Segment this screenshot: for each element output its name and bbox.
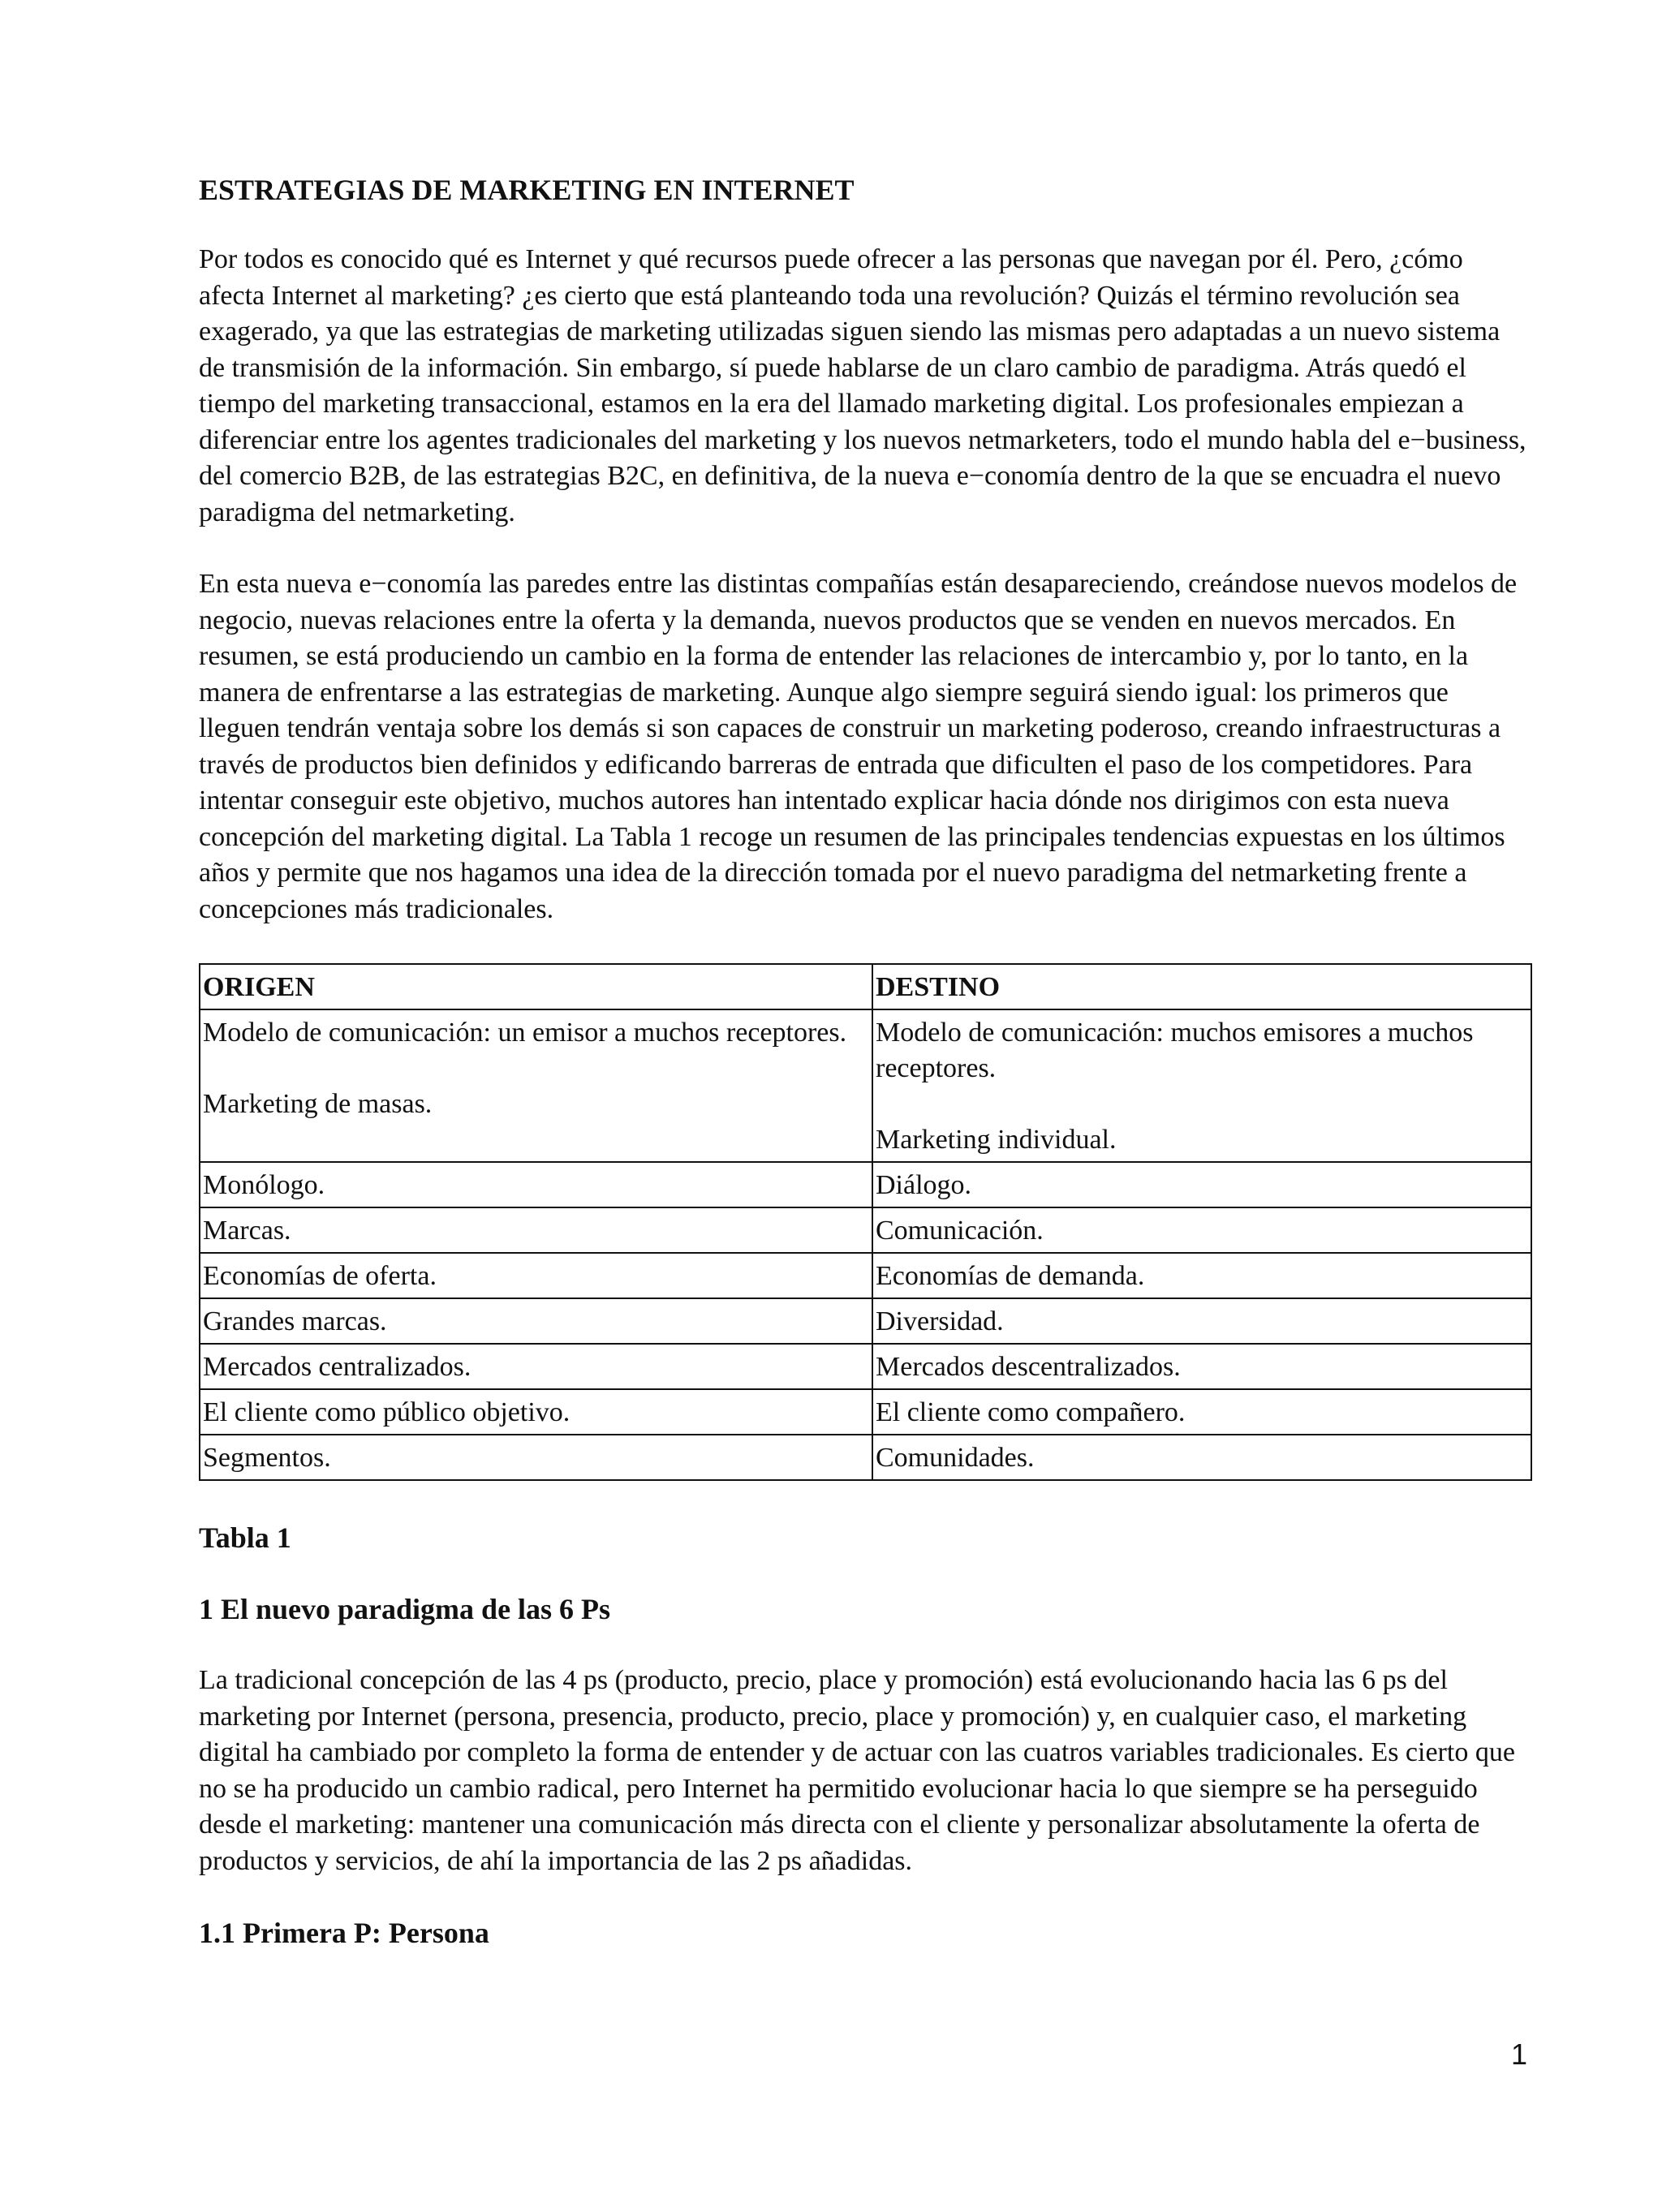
table-cell-origen: Grandes marcas.	[200, 1298, 872, 1344]
cell-spacer	[876, 1087, 1526, 1122]
page-number: 1	[1510, 2038, 1527, 2071]
table-header-destino: DESTINO	[872, 964, 1531, 1009]
cell-spacer	[203, 1051, 867, 1087]
cell-text: Modelo de comunicación: muchos emisores a muchos receptores.	[876, 1018, 1474, 1083]
table-row	[200, 1009, 1531, 1162]
table-cell-destino: Diversidad.	[872, 1298, 1531, 1344]
table-cell-destino	[872, 1009, 1531, 1162]
cell-text: Marketing individual.	[876, 1125, 1117, 1155]
table-caption: Tabla 1	[199, 1521, 291, 1554]
economy-paragraph: En esta nueva e−conomía las paredes entre las distintas compañías están desapareciendo, creándose nuevos modelos de negocio, nuevas relaciones entre la oferta y la demanda, nuevos productos que se venden en nuevos mercados. En resumen, se está produciendo un cambio en la forma de entender las relaciones de intercambio y, por lo tanto, en la manera de enfrentarse a las estrategias de marketing. Aunque algo siempre seguirá siendo igual: los primeros que lleguen tendrán ventaja sobre los demás si son capaces de construir un marketing poderoso, creando infraestructuras a través de productos bien definidos y edificando barreras de entrada que dificulten el paso de los competidores. Para intentar conseguir este objetivo, muchos autores han intentado explicar hacia dónde nos dirigimos con esta nueva concepción del marketing digital. La Tabla 1 recoge un resumen de las principales tendencias expuestas en los últimos años y permite que nos hagamos una idea de la dirección tomada por el nuevo paradigma del netmarketing frente a concepciones más tradicionales.	[199, 569, 1518, 924]
table-row	[200, 1435, 1531, 1480]
cell-text: Marketing de masas.	[203, 1089, 433, 1119]
table-cell-origen: Segmentos.	[200, 1435, 872, 1480]
table-row	[200, 1207, 1531, 1253]
table-row	[200, 1253, 1531, 1298]
comparison-table	[199, 963, 1532, 1481]
table-cell-destino: Economías de demanda.	[872, 1253, 1531, 1298]
table-cell-destino: Mercados descentralizados.	[872, 1344, 1531, 1389]
document-title: ESTRATEGIAS DE MARKETING EN INTERNET	[199, 174, 855, 206]
table-cell-destino: Comunidades.	[872, 1435, 1531, 1480]
table-header-origen: ORIGEN	[200, 964, 872, 1009]
table-cell-origen: Mercados centralizados.	[200, 1344, 872, 1389]
table-cell-origen: Economías de oferta.	[200, 1253, 872, 1298]
table-cell-origen: Marcas.	[200, 1207, 872, 1253]
cell-text: Modelo de comunicación: un emisor a muchos receptores.	[203, 1018, 847, 1048]
table-header-row	[200, 964, 1531, 1009]
table-row	[200, 1298, 1531, 1344]
table-cell-destino: Diálogo.	[872, 1162, 1531, 1207]
table-cell-origen: El cliente como público objetivo.	[200, 1389, 872, 1435]
table-cell-destino: El cliente como compañero.	[872, 1389, 1531, 1435]
table-cell-origen	[200, 1009, 872, 1162]
section-heading: 1 El nuevo paradigma de las 6 Ps	[199, 1593, 611, 1625]
table-cell-destino: Comunicación.	[872, 1207, 1531, 1253]
table-row	[200, 1389, 1531, 1435]
table-cell-origen: Monólogo.	[200, 1162, 872, 1207]
section-paragraph: La tradicional concepción de las 4 ps (producto, precio, place y promoción) está evolucionando hacia las 6 ps del marketing por Internet (persona, presencia, producto, precio, place y promoción) y, en cualquier caso, el marketing digital ha cambiado por completo la forma de entender y de actuar con las cuatros variables tradicionales. Es cierto que no se ha producido un cambio radical, pero Internet ha permitido evolucionar hacia lo que siempre se ha perseguido desde el marketing: mantener una comunicación más directa con el cliente y personalizar absolutamente la oferta de productos y servicios, de ahí la importancia de las 2 ps añadidas.	[199, 1665, 1515, 1876]
table-row	[200, 1344, 1531, 1389]
table-row	[200, 1162, 1531, 1207]
document-content	[199, 172, 1530, 1986]
intro-paragraph: Por todos es conocido qué es Internet y qué recursos puede ofrecer a las personas que navegan por él. Pero, ¿cómo afecta Internet al marketing? ¿es cierto que está planteando toda una revolución? Quizás el término revolución sea exagerado, ya que las estrategias de marketing utilizadas siguen siendo las mismas pero adaptadas a un nuevo sistema de transmisión de la información. Sin embargo, sí puede hablarse de un claro cambio de paradigma. Atrás quedó el tiempo del marketing transaccional, estamos en la era del llamado marketing digital. Los profesionales empiezan a diferenciar entre los agentes tradicionales del marketing y los nuevos netmarketers, todo el mundo habla del e−business, del comercio B2B, de las estrategias B2C, en definitiva, de la nueva e−conomía dentro de la que se encuadra el nuevo paradigma del netmarketing.	[199, 244, 1526, 527]
subsection-heading: 1.1 Primera P: Persona	[199, 1917, 489, 1949]
